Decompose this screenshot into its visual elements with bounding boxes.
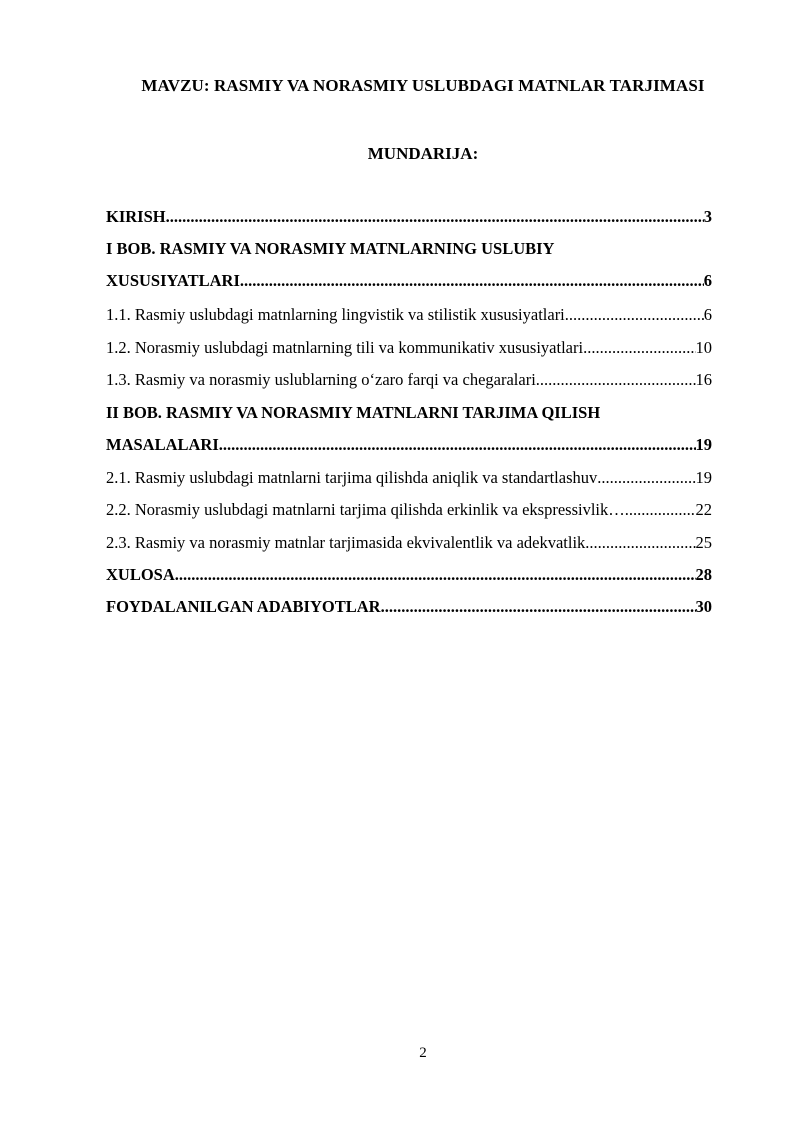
toc-entry-1-1[interactable] [106,305,712,325]
toc-entry-bob1-line2[interactable] [106,271,712,291]
toc-entry-label: 2.2. Norasmiy uslubdagi matnlarni tarjima qilishda erkinlik va ekspressivlik… [106,500,625,519]
toc-entry-page: 19 [695,435,712,454]
toc-entry-label: 2.3. Rasmiy va norasmiy matnlar tarjimasida ekvivalentlik va adekvatlik [106,533,586,552]
toc-entry-label: 1.2. Norasmiy uslubdagi matnlarning tili va kommunikativ xususiyatlari [106,338,584,357]
toc-entry-label: MASALALARI [106,435,219,454]
toc-entry-xulosa[interactable] [106,565,712,585]
toc-entry-label: I BOB. RASMIY VA NORASMIY MATNLARNING USLUBIY [106,239,555,258]
toc-leader-dots [583,338,695,358]
toc-leader-dots [381,597,696,617]
page-number: 2 [419,1045,427,1061]
toc-entry-label: XUSUSIYATLARI [106,271,240,290]
toc-entry-2-3[interactable] [106,533,712,553]
toc-entry-1-3[interactable] [106,370,712,390]
toc-leader-dots [536,370,696,390]
toc-leader-dots [565,305,704,325]
toc-leader-dots [175,565,696,585]
toc-leader-dots [219,435,696,455]
toc-leader-dots [166,207,704,227]
toc-heading: MUNDARIJA: [367,144,479,163]
toc-leader-dots [597,468,695,488]
toc-entry-page: 6 [703,271,712,290]
toc-entry-label: XULOSA [106,565,175,584]
toc-entry-page: 16 [695,370,712,389]
toc-entry-page: 30 [695,597,712,616]
toc-entry-page: 3 [703,207,712,226]
toc-entry-1-2[interactable] [106,338,712,358]
toc-entry-2-2[interactable] [106,500,712,520]
toc-entry-bob2-line1[interactable] [106,403,712,423]
toc-entry-page: 22 [695,500,712,519]
toc-leader-dots [240,271,704,291]
toc-entry-label: 1.1. Rasmiy uslubdagi matnlarning lingvistik va stilistik xususiyatlari [106,305,565,324]
toc-entry-page: 6 [703,305,712,324]
toc-entry-bob1-line1[interactable] [106,239,712,259]
toc-entry-label: II BOB. RASMIY VA NORASMIY MATNLARNI TARJIMA QILISH [106,403,601,422]
toc-entry-page: 28 [695,565,712,584]
toc-entry-page: 25 [695,533,712,552]
toc-leader-dots [625,500,696,520]
toc-entry-label: 2.1. Rasmiy uslubdagi matnlarni tarjima qilishda aniqlik va standartlashuv [106,468,598,487]
toc-entry-page: 19 [695,468,712,487]
toc-entry-2-1[interactable] [106,468,712,488]
toc-entry-bob2-line2[interactable] [106,435,712,455]
toc-entry-kirish[interactable] [106,207,712,227]
toc-leader-dots [585,533,695,553]
toc-entry-label: 1.3. Rasmiy va norasmiy uslublarning o‘zaro farqi va chegaralari [106,370,536,389]
toc-entry-label: FOYDALANILGAN ADABIYOTLAR [106,597,381,616]
document-title: MAVZU: RASMIY VA NORASMIY USLUBDAGI MATNLAR TARJIMASI [141,76,705,95]
toc-entry-adabiyotlar[interactable] [106,597,712,617]
toc-entry-page: 10 [695,338,712,357]
toc-entry-label: KIRISH [106,207,166,226]
